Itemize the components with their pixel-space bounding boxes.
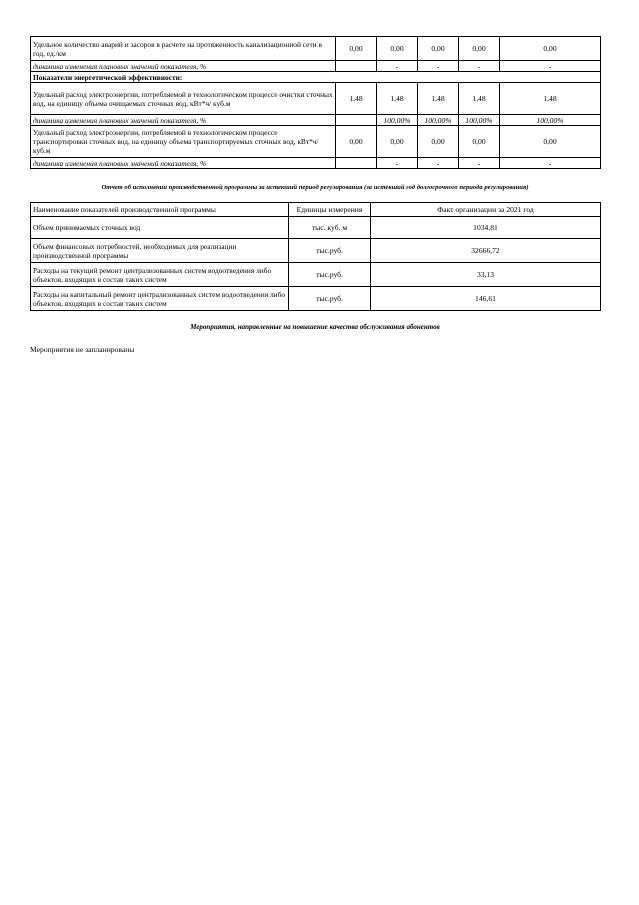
value-cell: -	[459, 61, 500, 72]
row-label: Объем принимаемых сточных вод	[31, 217, 289, 239]
value-cell: 0,00	[459, 37, 500, 61]
value-cell	[336, 115, 377, 126]
value-cell: 1,48	[459, 83, 500, 115]
row-label: Удельное количество аварий и засоров в расчете на протяженность канализационной сети в год, ед./км	[31, 37, 336, 61]
value-cell: 146,61	[371, 287, 601, 311]
row-label: динамика изменения плановых значений показателя, %	[31, 61, 336, 72]
table-row	[31, 287, 601, 311]
value-cell: 100,00%	[418, 115, 459, 126]
unit-cell: тыс.руб.	[289, 239, 371, 263]
value-cell: 1,48	[377, 83, 418, 115]
table-row	[31, 83, 601, 115]
value-cell: 0,00	[418, 37, 459, 61]
column-header: Факт организации за 2021 год	[371, 203, 601, 217]
value-cell: -	[500, 61, 601, 72]
table-row	[31, 37, 601, 61]
table-row	[31, 239, 601, 263]
row-label: Удельный расход электроэнергии, потребляемой в технологическом процессе транспортировки сточных вод, на единицу объема транспортируемых сточных вод, кВт*ч/ куб.м	[31, 126, 336, 158]
table-row	[31, 126, 601, 158]
measures-caption: Мероприятия, направленные на повышение качества обслуживания абонентов	[190, 323, 440, 331]
table-header-row	[31, 203, 601, 217]
value-cell	[336, 61, 377, 72]
value-cell: 1,48	[336, 83, 377, 115]
column-header: Наименование показателей производственной программы	[31, 203, 289, 217]
value-cell: 0,00	[377, 37, 418, 61]
row-label: Удельный расход электроэнергии, потребляемой в технологическом процессе очистки сточных вод, на единицу объема очищаемых сточных вод, кВт*ч/ куб.м	[31, 83, 336, 115]
value-cell: 1,48	[418, 83, 459, 115]
report-table	[30, 202, 601, 311]
value-cell: 100,00%	[377, 115, 418, 126]
value-cell: -	[377, 158, 418, 169]
section-row	[31, 72, 601, 83]
value-cell: 33,13	[371, 263, 601, 287]
value-cell: -	[500, 158, 601, 169]
section-title: Показатели энергетической эффективности:	[31, 72, 601, 83]
table-row	[31, 263, 601, 287]
value-cell: 1,48	[500, 83, 601, 115]
value-cell: 0,00	[418, 126, 459, 158]
value-cell: 0,00	[500, 126, 601, 158]
table-row	[31, 115, 601, 126]
row-label: Расходы на текущий ремонт централизованных систем водоотведения либо объектов, входящих в состав таких систем	[31, 263, 289, 287]
unit-cell: тыс.руб.	[289, 263, 371, 287]
value-cell: 0,00	[377, 126, 418, 158]
unit-cell: тыс.руб.	[289, 287, 371, 311]
value-cell: -	[418, 158, 459, 169]
report-caption: Отчет об исполнении производственной программы за истекший период регулирования (за истекший год долгосрочного периода регулирования)	[101, 184, 529, 191]
table-row	[31, 61, 601, 72]
table-row	[31, 158, 601, 169]
indicators-table	[30, 36, 601, 169]
value-cell: 0,00	[500, 37, 601, 61]
unit-cell: тыс. куб. м	[289, 217, 371, 239]
value-cell: -	[418, 61, 459, 72]
row-label: Расходы на капитальный ремонт централизованных систем водоотведения либо объектов, входящих в состав таких систем	[31, 287, 289, 311]
value-cell: 0,00	[459, 126, 500, 158]
value-cell: -	[459, 158, 500, 169]
value-cell: 0,00	[336, 126, 377, 158]
value-cell: 0,00	[336, 37, 377, 61]
table-row	[31, 217, 601, 239]
value-cell: 100,00%	[500, 115, 601, 126]
measures-note: Мероприятия не запланированы	[30, 345, 135, 354]
row-label: динамика изменения плановых значений показателя, %	[31, 158, 336, 169]
value-cell: 100,00%	[459, 115, 500, 126]
value-cell: 32666,72	[371, 239, 601, 263]
column-header: Единицы измерения	[289, 203, 371, 217]
row-label: динамика изменения плановых значений показателя, %	[31, 115, 336, 126]
value-cell	[336, 158, 377, 169]
row-label: Объем финансовых потребностей, необходимых для реализации производственной программы	[31, 239, 289, 263]
value-cell: -	[377, 61, 418, 72]
value-cell: 1034,81	[371, 217, 601, 239]
